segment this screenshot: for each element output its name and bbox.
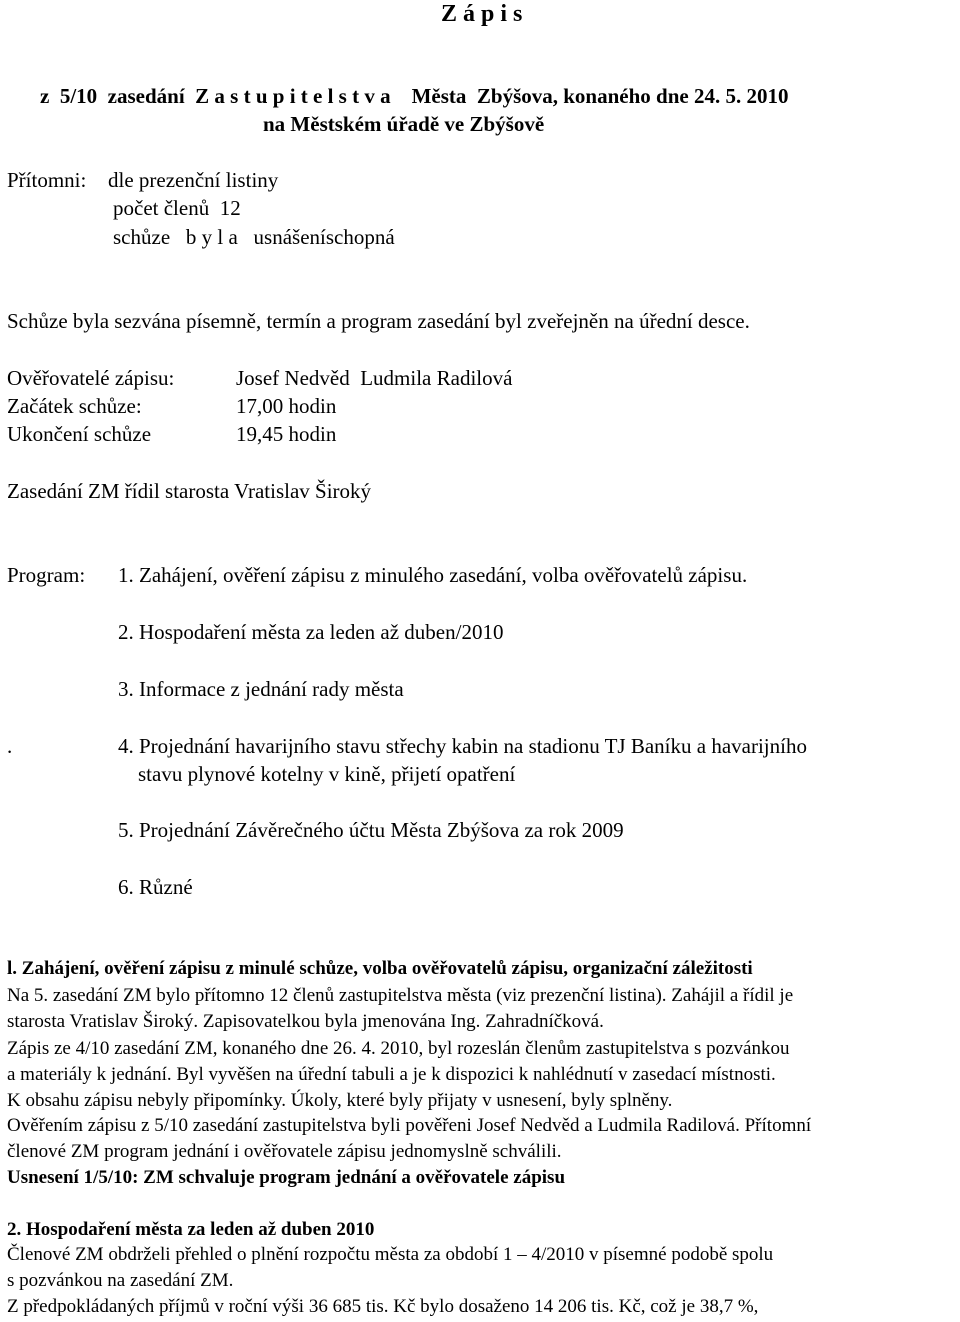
section2-line: Členové ZM obdrželi přehled o plnění rozpočtu města za období 1 – 4/2010 v písemné podobě spolu xyxy=(7,1244,774,1265)
meeting-heading-line1: z 5/10 zasedání Z a s t u p i t e l s t v a Města Zbýšova, konaného dne 24. 5. 2010 xyxy=(40,84,789,108)
section1-resolution: Usnesení 1/5/10: ZM schvaluje program jednání a ověřovatele zápisu xyxy=(7,1167,566,1188)
section2-line: Z předpokládaných příjmů v roční výši 36 685 tis. Kč bylo dosaženo 14 206 tis. Kč, což je 38,7 %, xyxy=(7,1296,759,1317)
section2-heading: 2. Hospodaření města za leden až duben 2010 xyxy=(7,1219,375,1240)
section1-line: starosta Vratislav Široký. Zapisovatelkou byla jmenována Ing. Zahradníčková. xyxy=(7,1011,604,1032)
section1-heading: l. Zahájení, ověření zápisu z minulé schůze, volba ověřovatelů zápisu, organizační záležitosti xyxy=(7,958,753,979)
section1-line: členové ZM program jednání i ověřovatele zápisu jednomyslně schválili. xyxy=(7,1141,562,1162)
section1-line: Na 5. zasedání ZM bylo přítomno 12 členů zastupitelstva města (viz prezenční listina). Zahájil a řídil je xyxy=(7,985,794,1006)
program-label: Program: xyxy=(7,563,86,587)
section1-line: K obsahu zápisu nebyly připomínky. Úkoly, které byly přijaty v usnesení, byly splněny. xyxy=(7,1090,673,1111)
program-item-2: 2. Hospodaření města za leden až duben/2010 xyxy=(118,620,504,644)
program-item-4-cont: stavu plynové kotelny v kině, přijetí opatření xyxy=(138,762,516,786)
program-item-3: 3. Informace z jednání rady města xyxy=(118,677,404,701)
program-item-6: 6. Různé xyxy=(118,875,193,899)
end-label: Ukončení schůze xyxy=(7,422,152,446)
start-value: 17,00 hodin xyxy=(236,394,337,418)
section1-line: Ověřením zápisu z 5/10 zasedání zastupitelstva byli pověřeni Josef Nedvěd a Ludmila Radilová. Přítomní xyxy=(7,1115,812,1136)
present-members: počet členů 12 xyxy=(113,196,241,220)
end-value: 19,45 hodin xyxy=(236,422,337,446)
present-label: Přítomni: xyxy=(7,168,87,192)
program-dot: . xyxy=(7,734,13,758)
program-item-5: 5. Projednání Závěrečného účtu Města Zbýšova za rok 2009 xyxy=(118,818,624,842)
present-list: dle prezenční listiny xyxy=(108,168,279,192)
section2-line: s pozvánkou na zasedání ZM. xyxy=(7,1270,234,1291)
chair-text: Zasedání ZM řídil starosta Vratislav Široký xyxy=(7,479,372,503)
document-title: Z á p i s xyxy=(441,1,523,27)
meeting-heading-line2: na Městském úřadě ve Zbýšově xyxy=(263,112,545,136)
verifiers-label: Ověřovatelé zápisu: xyxy=(7,366,175,390)
present-quorum: schůze b y l a usnášeníschopná xyxy=(113,225,395,249)
program-item-1: 1. Zahájení, ověření zápisu z minulého zasedání, volba ověřovatelů zápisu. xyxy=(118,563,748,587)
section1-line: Zápis ze 4/10 zasedání ZM, konaného dne 26. 4. 2010, byl rozeslán členům zastupitelstva s pozvánkou xyxy=(7,1038,790,1059)
section1-line: a materiály k jednání. Byl vyvěšen na úřední tabuli a je k dispozici k nahlédnutí v zasedací místnosti. xyxy=(7,1064,776,1085)
verifiers-value: Josef Nedvěd Ludmila Radilová xyxy=(236,366,513,390)
start-label: Začátek schůze: xyxy=(7,394,142,418)
notice-text: Schůze byla sezvána písemně, termín a program zasedání byl zveřejněn na úřední desce. xyxy=(7,309,750,333)
program-item-4: 4. Projednání havarijního stavu střechy kabin na stadionu TJ Baníku a havarijního xyxy=(118,734,807,758)
